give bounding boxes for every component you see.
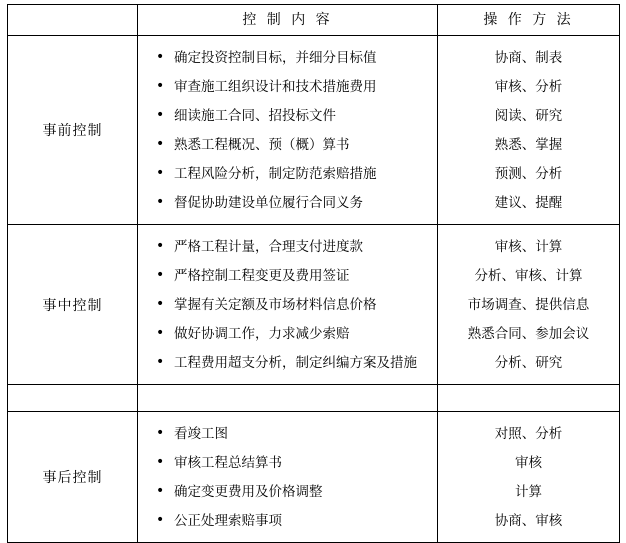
stage-label-post-control: 事后控制 xyxy=(8,412,138,543)
list-item: 熟悉、掌握 xyxy=(494,136,563,153)
header-content-cell: 控 制 内 容 xyxy=(138,5,438,36)
method-cell-pre-control xyxy=(438,36,620,225)
content-list xyxy=(138,36,437,224)
table-row xyxy=(8,36,620,225)
content-cell-mid-control xyxy=(138,225,438,385)
list-item: • 公正处理索赔事项 xyxy=(154,506,431,535)
table-row xyxy=(8,225,620,385)
document-page xyxy=(0,4,626,529)
spacer-cell-content xyxy=(138,385,438,412)
content-cell-post-control xyxy=(138,412,438,543)
stage-label-mid-control: 事中控制 xyxy=(8,225,138,385)
content-list xyxy=(138,412,437,542)
spacer-cell-method xyxy=(438,385,620,412)
list-item: • 确定变更费用及价格调整 xyxy=(154,477,431,506)
list-item: • 确定投资控制目标，并细分目标值 xyxy=(154,43,431,72)
method-list xyxy=(438,36,619,224)
list-item: 审核、计算 xyxy=(494,238,563,255)
header-stage-cell xyxy=(8,5,138,36)
spacer-cell-stage xyxy=(8,385,138,412)
content-list xyxy=(138,225,437,384)
header-method-cell: 操 作 方 法 xyxy=(438,5,620,36)
list-item: • 审核工程总结算书 xyxy=(154,448,431,477)
list-item: • 严格工程计量，合理支付进度款 xyxy=(154,232,431,261)
list-item: • 掌握有关定额及市场材料信息价格 xyxy=(154,290,431,319)
list-item: 协商、审核 xyxy=(494,512,563,529)
method-list xyxy=(438,412,619,542)
list-item: 审核、分析 xyxy=(494,78,563,95)
list-item: 阅读、研究 xyxy=(494,107,563,124)
content-cell-pre-control xyxy=(138,36,438,225)
table-row xyxy=(8,412,620,543)
list-item: 对照、分析 xyxy=(494,425,563,442)
list-item: • 细读施工合同、招投标文件 xyxy=(154,101,431,130)
list-item: • 看竣工图 xyxy=(154,419,431,448)
list-item: 审核 xyxy=(515,454,542,471)
list-item: • 熟悉工程概况、预（概）算书 xyxy=(154,130,431,159)
method-list xyxy=(438,225,619,384)
list-item: • 工程风险分析，制定防范索赔措施 xyxy=(154,159,431,188)
table-header-row xyxy=(8,5,620,36)
list-item: 建议、提醒 xyxy=(494,194,563,211)
list-item: • 工程费用超支分析，制定纠编方案及措施 xyxy=(154,348,431,377)
list-item: 熟悉合同、参加会议 xyxy=(467,325,590,342)
list-item: • 督促协助建设单位履行合同义务 xyxy=(154,188,431,217)
cost-control-table xyxy=(7,4,620,543)
list-item: 市场调查、提供信息 xyxy=(467,296,590,313)
list-item: 协商、制表 xyxy=(494,49,563,66)
list-item: • 审查施工组织设计和技术措施费用 xyxy=(154,72,431,101)
table-spacer-row xyxy=(8,385,620,412)
list-item: • 做好协调工作，力求减少索赔 xyxy=(154,319,431,348)
list-item: • 严格控制工程变更及费用签证 xyxy=(154,261,431,290)
list-item: 预测、分析 xyxy=(494,165,563,182)
list-item: 计算 xyxy=(515,483,542,500)
stage-label-pre-control: 事前控制 xyxy=(8,36,138,225)
method-cell-post-control xyxy=(438,412,620,543)
method-cell-mid-control xyxy=(438,225,620,385)
list-item: 分析、审核、计算 xyxy=(474,267,583,284)
list-item: 分析、研究 xyxy=(494,354,563,371)
